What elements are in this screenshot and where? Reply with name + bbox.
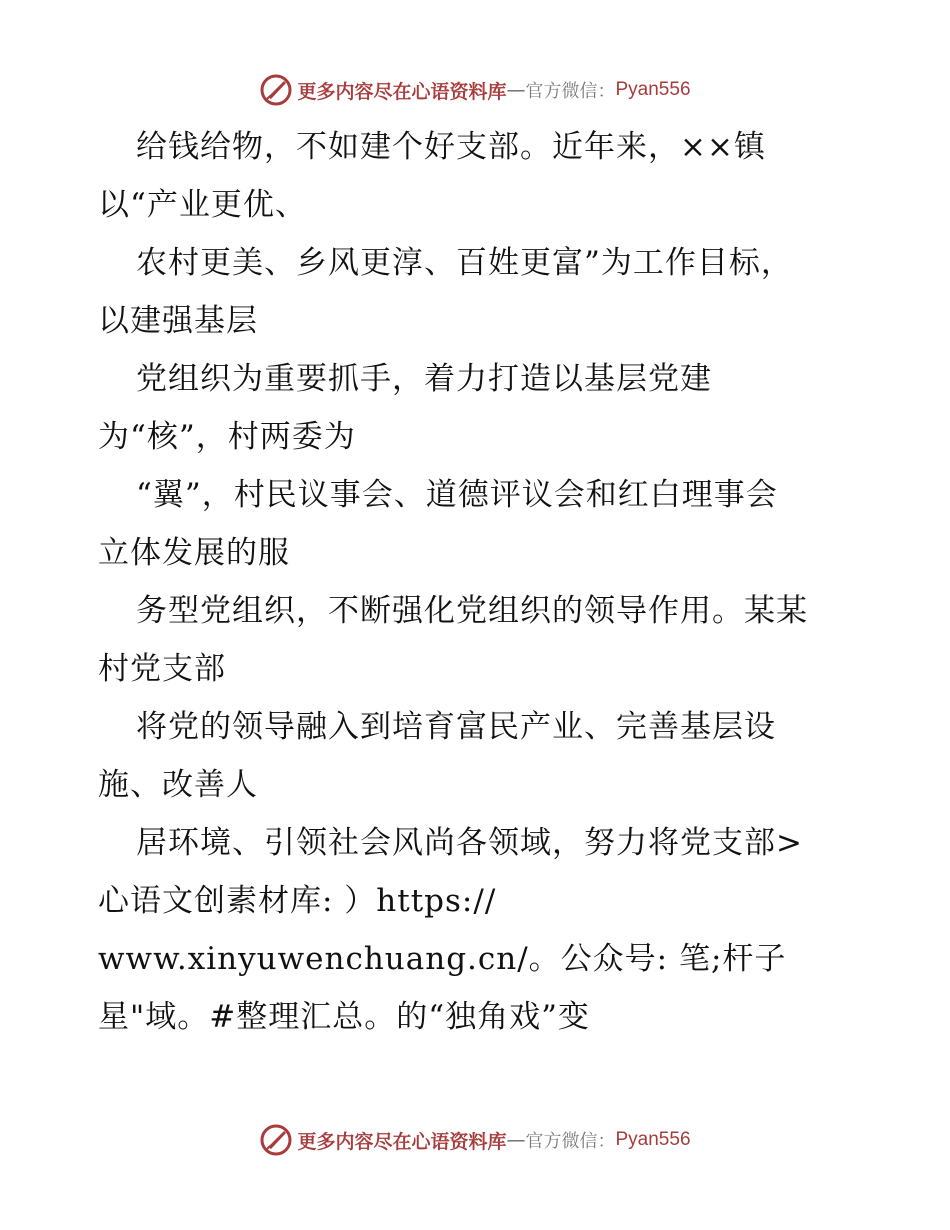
body-line: 施、改善人 bbox=[98, 767, 258, 803]
quill-pen-logo-icon bbox=[259, 1123, 293, 1157]
header-banner-separator: — bbox=[506, 79, 526, 101]
body-line: 心语文创素材库: ）https:// bbox=[98, 883, 497, 919]
footer-wechat-id: Pyan556 bbox=[615, 1129, 691, 1150]
footer-banner bbox=[0, 1120, 950, 1160]
header-banner bbox=[0, 70, 950, 110]
quill-pen-logo-icon bbox=[259, 73, 293, 107]
body-line: 以建强基层 bbox=[98, 303, 258, 339]
body-line: “翼”，村民议事会、道德评议会和红白理事会 bbox=[136, 477, 778, 513]
footer-wechat-label: 官方微信： bbox=[525, 1131, 616, 1152]
body-line: 居环境、引领社会风尚各领域，努力将党支部> bbox=[136, 825, 803, 861]
document-body bbox=[98, 118, 888, 1046]
body-line: 村党支部 bbox=[98, 651, 226, 687]
body-line: 给钱给物，不如建个好支部。近年来，××镇 bbox=[136, 129, 766, 165]
body-line: 星"域。#整理汇总。的“独角戏”变 bbox=[98, 999, 590, 1035]
footer-banner-text: 更多内容尽在心语资料库 bbox=[297, 1130, 507, 1153]
body-line: 党组织为重要抓手，着力打造以基层党建 bbox=[136, 361, 712, 397]
footer-banner-separator: — bbox=[506, 1129, 526, 1151]
body-line: 农村更美、乡风更淳、百姓更富”为工作目标， bbox=[136, 245, 793, 281]
body-line: 立体发展的服 bbox=[98, 535, 290, 571]
body-line: www.xinyuwenchuang.cn/。公众号: 笔;杆子 bbox=[98, 941, 787, 977]
header-wechat-id: Pyan556 bbox=[615, 79, 691, 100]
body-line: 务型党组织，不断强化党组织的领导作用。某某 bbox=[136, 593, 808, 629]
body-line: 以“产业更优、 bbox=[98, 187, 307, 223]
body-line: 将党的领导融入到培育富民产业、完善基层设 bbox=[136, 709, 776, 745]
header-wechat-label: 官方微信： bbox=[525, 81, 616, 102]
header-banner-text: 更多内容尽在心语资料库 bbox=[297, 80, 507, 103]
body-line: 为“核”，村两委为 bbox=[98, 419, 356, 455]
